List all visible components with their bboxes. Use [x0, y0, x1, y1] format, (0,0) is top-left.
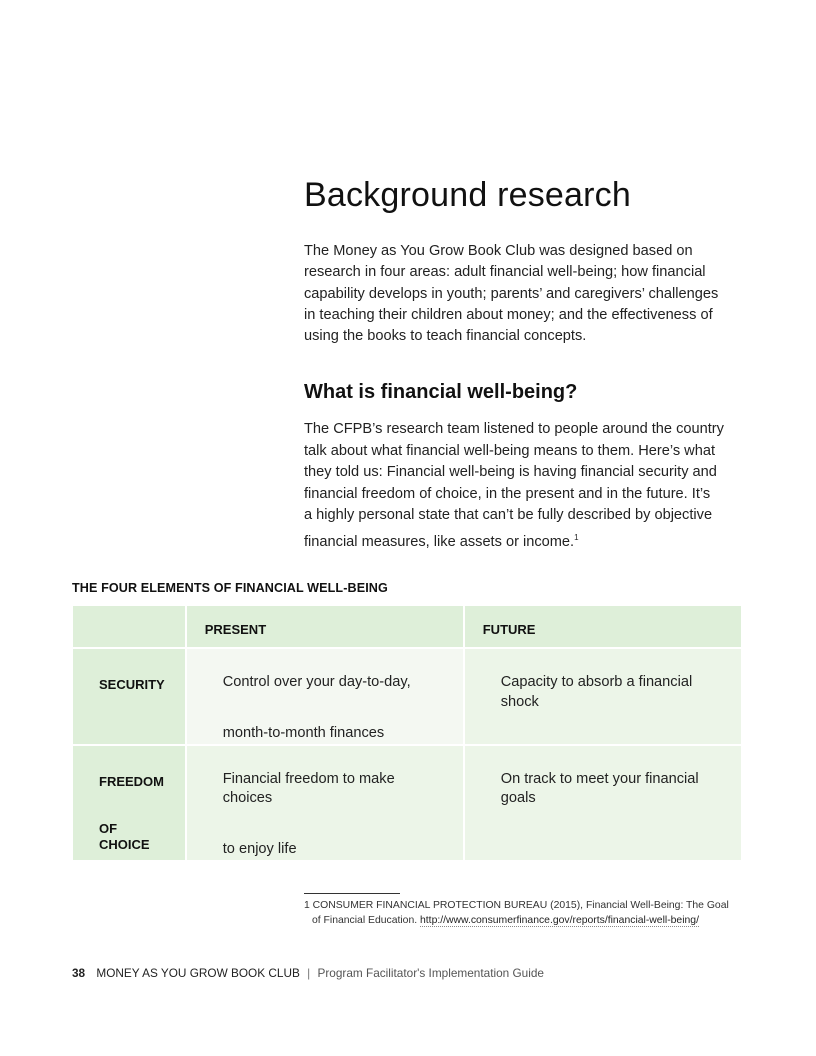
row-header-security [73, 649, 185, 744]
page-footer [72, 966, 544, 980]
cell-line: Financial freedom to make choices [222, 770, 395, 806]
column-header-present [187, 606, 463, 647]
body-line: financial freedom of choice, in the present and in the future. It’s [304, 485, 711, 502]
table-row [73, 649, 741, 744]
cell-line: Control over your day-to-day, [222, 674, 411, 690]
table-cell [465, 649, 741, 744]
cell-text [187, 649, 463, 744]
intro-line: research in four areas: adult financial well-being; how financial [304, 264, 706, 281]
intro-line: using the books to teach financial concepts. [304, 328, 587, 345]
row-header-freedom-of-choice [73, 746, 185, 860]
footnote-line: 1 CONSUMER FINANCIAL PROTECTION BUREAU (2015), Financial Well-Being: The Goal [304, 900, 729, 911]
table-header-row [73, 606, 741, 647]
body-paragraph [304, 419, 744, 553]
intro-line: in teaching their children about money; and the effectiveness of [304, 306, 713, 323]
row-header-line: OF CHOICE [99, 820, 150, 852]
section-heading: What is financial well-being? [304, 381, 578, 403]
footer-separator: | [307, 966, 311, 980]
row-header-line: SECURITY [99, 677, 165, 692]
cell-line: On track to meet your financial goals [500, 770, 699, 806]
table-cell [187, 649, 463, 744]
body-line: they told us: Financial well-being is having financial security and [304, 464, 717, 481]
financial-wellbeing-table [71, 604, 743, 862]
table-row [73, 746, 741, 860]
intro-paragraph [304, 241, 740, 347]
row-header-label [73, 746, 185, 854]
footnote-link[interactable]: http://www.consumerfinance.gov/reports/financial-well-being/ [420, 915, 699, 926]
footnote [304, 898, 744, 928]
cell-line: to enjoy life [222, 841, 297, 857]
table-cell [465, 746, 741, 860]
intro-line: The Money as You Grow Book Club was designed based on [304, 243, 693, 259]
cell-text [465, 649, 741, 712]
footer-book-title: MONEY AS YOU GROW BOOK CLUB [96, 966, 300, 980]
footnote-text: of Financial Education. [312, 915, 421, 926]
column-header-future [465, 606, 741, 647]
table-heading: THE FOUR ELEMENTS OF FINANCIAL WELL-BEING [72, 581, 388, 595]
footnote-line [304, 915, 699, 926]
footnote-divider [304, 893, 400, 894]
table-cell [187, 746, 463, 860]
body-line: a highly personal state that can’t be fully described by objective [304, 507, 713, 524]
page-number: 38 [72, 966, 86, 980]
row-header-line: FREEDOM [99, 773, 164, 789]
cell-text [465, 746, 741, 809]
body-line: talk about what financial well-being means to them. Here’s what [304, 442, 716, 459]
cell-text [187, 746, 463, 860]
footnote-ref: 1 [574, 532, 579, 542]
cell-line: Capacity to absorb a financial shock [500, 674, 693, 710]
body-line: The CFPB’s research team listened to people around the country [304, 421, 724, 437]
footer-guide-title: Program Facilitator's Implementation Guide [317, 966, 544, 980]
table-corner-cell [73, 606, 185, 647]
column-header-label: FUTURE [482, 622, 536, 637]
cell-line: month-to-month finances [222, 725, 385, 741]
row-header-label [73, 649, 185, 694]
intro-line: capability develops in youth; parents’ and caregivers’ challenges [304, 285, 719, 302]
column-header-label: PRESENT [204, 622, 267, 637]
body-line: financial measures, like assets or income. [304, 533, 575, 550]
page-title: Background research [304, 176, 631, 214]
